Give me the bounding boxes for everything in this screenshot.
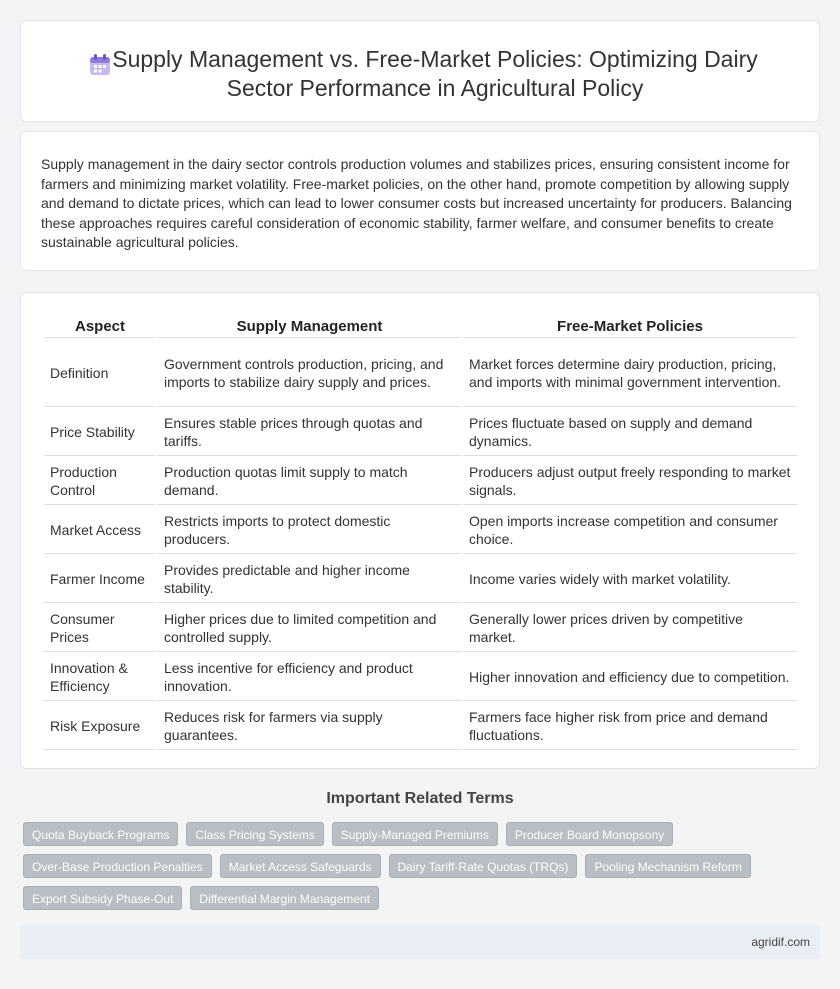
table-row (44, 340, 797, 407)
tag-dairy-tariff-rate-quotas[interactable]: Dairy Tariff-Rate Quotas (TRQs) (389, 854, 578, 878)
cell-supply-management: Provides predictable and higher income stability. (158, 556, 461, 603)
cell-supply-management: Restricts imports to protect domestic producers. (158, 507, 461, 554)
tag-supply-managed-premiums[interactable]: Supply-Managed Premiums (332, 822, 498, 846)
header-card (20, 20, 820, 122)
cell-free-market: Higher innovation and efficiency due to competition. (463, 654, 797, 701)
table-row (44, 605, 797, 652)
cell-supply-management: Reduces risk for farmers via supply guarantees. (158, 703, 461, 750)
cell-supply-management: Higher prices due to limited competition and controlled supply. (158, 605, 461, 652)
cell-supply-management: Ensures stable prices through quotas and tariffs. (158, 409, 461, 456)
tag-over-base-production-penalties[interactable]: Over-Base Production Penalties (23, 854, 212, 878)
table-row (44, 409, 797, 456)
footer-site-link[interactable]: agridif.com (751, 935, 810, 949)
title-wrap (61, 45, 779, 103)
cell-aspect: Market Access (44, 507, 156, 554)
comparison-table (42, 316, 799, 752)
table-row (44, 458, 797, 505)
header-supply-management: Supply Management (158, 318, 461, 338)
comparison-table-card (20, 292, 820, 769)
calendar-icon (87, 52, 113, 78)
cell-free-market: Generally lower prices driven by competitive market. (463, 605, 797, 652)
intro-paragraph: Supply management in the dairy sector controls production volumes and stabilizes prices, ensuring consistent income for farmers and minimizing market volatility. Free-market policies, on the other hand, promote competition by allowing supply and demand to dictate prices, which can lead to lower consumer costs but increased uncertainty for producers. Balancing these approaches requires careful consideration of economic stability, farmer welfare, and consumer benefits to create sustainable agricultural policies. (41, 156, 792, 251)
footer (20, 925, 820, 959)
tag-market-access-safeguards[interactable]: Market Access Safeguards (220, 854, 381, 878)
cell-aspect: Production Control (44, 458, 156, 505)
cell-free-market: Open imports increase competition and consumer choice. (463, 507, 797, 554)
cell-supply-management: Government controls production, pricing, and imports to stabilize dairy supply and prices. (158, 340, 461, 407)
cell-supply-management: Less incentive for efficiency and product innovation. (158, 654, 461, 701)
cell-aspect: Definition (44, 340, 156, 407)
page-title: Supply Management vs. Free-Market Policies: Optimizing Dairy Sector Performance in Agricultural Policy (112, 46, 758, 101)
table-row (44, 654, 797, 701)
related-terms-title: Important Related Terms (326, 790, 514, 807)
tag-differential-margin-management[interactable]: Differential Margin Management (190, 886, 379, 910)
table-header-row (44, 318, 797, 338)
cell-free-market: Prices fluctuate based on supply and demand dynamics. (463, 409, 797, 456)
intro-card (20, 131, 820, 271)
cell-aspect: Farmer Income (44, 556, 156, 603)
tag-producer-board-monopsony[interactable]: Producer Board Monopsony (506, 822, 673, 846)
table-row (44, 507, 797, 554)
tag-class-pricing-systems[interactable]: Class Pricing Systems (186, 822, 323, 846)
cell-supply-management: Production quotas limit supply to match demand. (158, 458, 461, 505)
tag-pooling-mechanism-reform[interactable]: Pooling Mechanism Reform (585, 854, 750, 878)
cell-free-market: Producers adjust output freely responding to market signals. (463, 458, 797, 505)
table-row (44, 556, 797, 603)
cell-free-market: Income varies widely with market volatility. (463, 556, 797, 603)
cell-aspect: Innovation & Efficiency (44, 654, 156, 701)
cell-aspect: Price Stability (44, 409, 156, 456)
table-row (44, 703, 797, 750)
header-aspect: Aspect (44, 318, 156, 338)
cell-aspect: Risk Exposure (44, 703, 156, 750)
tag-quota-buyback-programs[interactable]: Quota Buyback Programs (23, 822, 178, 846)
related-terms-tags (23, 822, 803, 910)
cell-free-market: Farmers face higher risk from price and demand fluctuations. (463, 703, 797, 750)
cell-aspect: Consumer Prices (44, 605, 156, 652)
cell-free-market: Market forces determine dairy production, pricing, and imports with minimal government intervention. (463, 340, 797, 407)
tag-export-subsidy-phase-out[interactable]: Export Subsidy Phase-Out (23, 886, 182, 910)
header-free-market: Free-Market Policies (463, 318, 797, 338)
